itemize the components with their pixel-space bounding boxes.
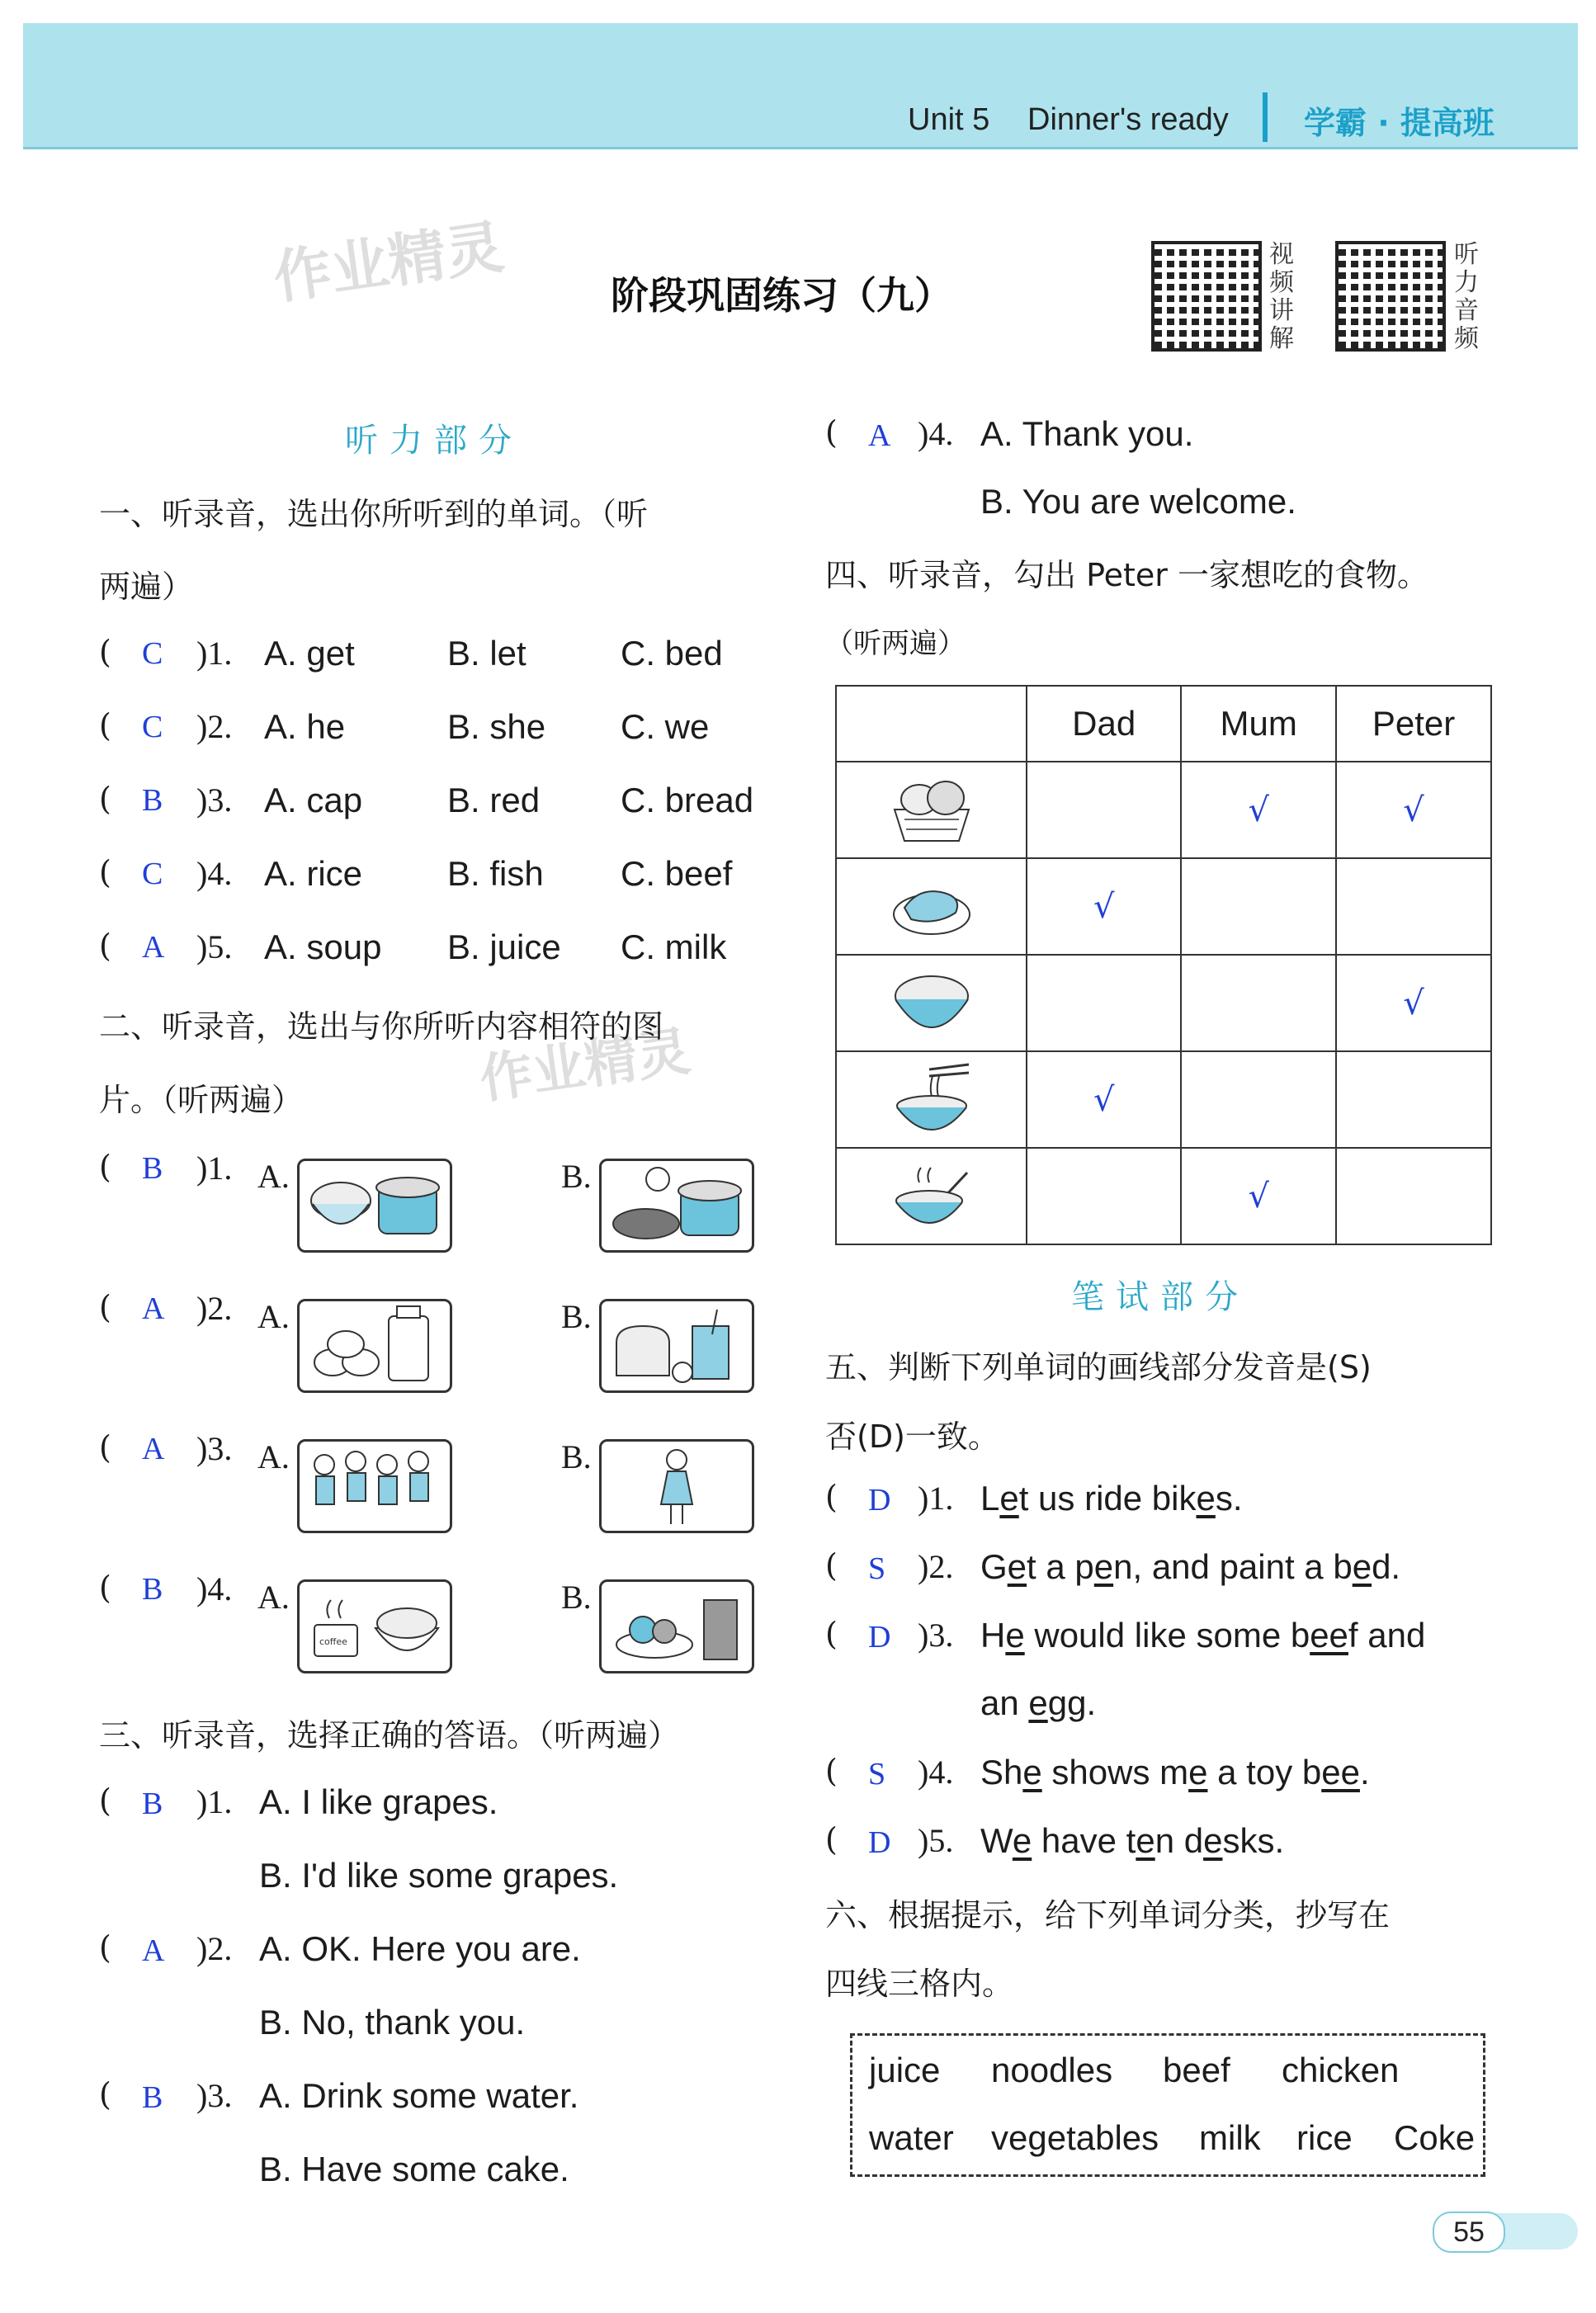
underlined-letter: e [1007,1547,1027,1586]
item-number: )3. [196,1430,233,1467]
underlined-letter: ee [1321,1753,1360,1791]
check-cell[interactable] [1027,955,1181,1051]
answer-value: C [142,636,163,671]
answer-value: A [142,1432,165,1466]
beef-picture [886,868,977,942]
option-b: B. No, thank you. [259,2003,526,2042]
qr-code-video[interactable] [1151,241,1262,352]
part6-heading: 六、根据提示，给下列单词分类，抄写在 [825,1897,1391,1933]
table-row-rice [836,955,1491,1051]
part1-item-4 [99,854,792,900]
table-header-row [836,686,1491,762]
sentence: She shows me a toy bee. [980,1753,1370,1791]
option-a: A. OK. Here you are. [259,1929,581,1968]
underlined-letter: e [1196,1479,1216,1518]
unit-title: Dinner's ready [1027,102,1229,137]
item-number: )2. [196,1290,233,1327]
answer-paren-open: ( [825,1547,838,1584]
column-header-mum: Mum [1181,686,1336,762]
check-cell[interactable] [1027,1148,1181,1244]
answer-value: B [142,1787,163,1821]
underlined-letter: ee [1310,1616,1348,1655]
answer-value: D [868,1825,891,1860]
table-row-bread [836,762,1491,858]
answer-paren-open: ( [99,707,111,743]
check-cell[interactable]: √ [1336,762,1491,858]
answer-value: A [142,1291,165,1326]
answer-value: D [868,1483,891,1518]
table-row-beef [836,858,1491,955]
listening-section-heading: 听力部分 [345,422,523,460]
underlined-letter: e [1352,1547,1372,1586]
option-b: B. she [447,707,546,746]
item-number: )2. [196,1930,233,1967]
answer-value: B [142,2080,163,2115]
option-a: A. soup [264,928,382,966]
option-a-label: A. [257,1579,290,1616]
underlined-letter: e [1093,1547,1114,1586]
check-cell[interactable] [1336,1148,1491,1244]
check-cell[interactable]: √ [1336,955,1491,1051]
table-row-noodles [836,1051,1491,1148]
item-number: )1. [918,1480,954,1517]
column-header-dad: Dad [1027,686,1181,762]
option-c: C. bed [621,634,723,673]
option-a: A. Drink some water. [259,2076,579,2115]
part4-heading: 四、听录音，勾出 Peter 一家想吃的食物。 [825,557,1429,593]
writing-section-heading: 笔试部分 [1071,1278,1249,1316]
answer-value: S [868,1551,886,1586]
answer-paren-open: ( [825,1753,838,1789]
part3-item-4 [825,414,1518,538]
check-cell[interactable] [1181,858,1336,955]
underlined-letter: e [1188,1753,1208,1791]
check-cell[interactable] [1336,1051,1491,1148]
sentence: Get a pen, and paint a bed. [980,1547,1401,1586]
underlined-letter: e [1203,1821,1223,1860]
item-number: )5. [196,928,233,965]
part1-heading-cont: 两遍） [99,569,194,605]
option-c: C. milk [621,928,727,966]
watermark: 作业精灵 [475,1021,694,1112]
answer-paren-open: ( [825,414,838,451]
sentence-cont: an egg. [980,1683,1097,1722]
option-b-label: B. [561,1438,592,1475]
answer-value: B [142,783,163,818]
option-a: A. I like grapes. [259,1782,498,1821]
food-preference-table [835,685,1492,1245]
watermark: 作业精灵 [269,212,508,313]
underlined-letter: e [1022,1753,1042,1791]
bread-juice-illustration [602,1301,752,1390]
word-bank-item: vegetables [991,2118,1159,2157]
part3-item-3 [99,2076,792,2200]
option-b: B. fish [447,854,544,893]
option-b: B. red [447,781,541,819]
word-bank-box [850,2033,1485,2177]
underlined-letter: e [1005,1616,1025,1655]
table-corner-cell [836,686,1027,762]
sentence: Let us ride bikes. [980,1479,1243,1518]
picture-eggs-and-milk [297,1299,452,1393]
fish-soup-illustration [602,1161,752,1250]
unit-label: Unit 5 [908,102,990,137]
item-number: )4. [196,1570,233,1607]
item-number: )3. [196,781,233,819]
girl-illustration [602,1442,752,1531]
bread-basket-icon [836,762,1027,858]
picture-vegetables-and-drink [599,1579,754,1673]
part5-heading-cont: 否(D)一致。 [825,1418,999,1455]
answer-paren-open: ( [99,1782,111,1819]
underlined-letter: e [1136,1821,1155,1860]
word-bank-item: noodles [991,2051,1113,2089]
item-number: )4. [918,415,954,452]
answer-paren-open: ( [99,1929,111,1966]
option-b: B. let [447,634,526,673]
part4-heading-cont: （听两遍） [825,627,966,660]
word-bank-item: rice [1296,2118,1353,2157]
part3-heading: 三、听录音，选择正确的答语。（听两遍） [99,1717,680,1754]
answer-paren-open: ( [99,634,111,670]
rice-bowl-icon [836,955,1027,1051]
noodles-icon [836,1051,1027,1148]
check-cell[interactable] [1027,762,1181,858]
option-a-label: A. [257,1438,290,1475]
picture-one-girl [599,1439,754,1533]
underlined-letter: e [1012,1821,1032,1860]
option-b: B. You are welcome. [980,482,1296,521]
option-c: C. bread [621,781,754,819]
part1-item-3 [99,781,792,827]
soup-picture [886,1158,977,1232]
answer-value: S [868,1757,886,1791]
part1-item-1 [99,634,792,680]
item-number: )3. [918,1617,954,1654]
answer-value: A [142,930,165,965]
answer-paren-open: ( [825,1821,838,1857]
item-number: )4. [196,855,233,892]
answer-value: D [868,1620,891,1655]
check-cell[interactable] [1181,1051,1336,1148]
option-a: A. rice [264,854,363,893]
part5-heading: 五、判断下列单词的画线部分发音是(S) [825,1349,1372,1385]
item-number: )5. [918,1822,954,1859]
underlined-letter: e [1028,1683,1048,1722]
check-cell[interactable]: √ [1181,1148,1336,1244]
column-header-peter: Peter [1336,686,1491,762]
part1-item-5 [99,928,792,974]
answer-paren-open: ( [825,1616,838,1652]
answer-value: A [142,1933,165,1968]
table-row-soup [836,1148,1491,1244]
part1-item-2 [99,707,792,753]
option-a-label: A. [257,1158,290,1195]
check-cell[interactable] [1336,858,1491,955]
answer-value: A [868,418,891,453]
answer-paren-open: ( [99,1149,111,1185]
eggs-milk-illustration [300,1301,450,1390]
option-b-label: B. [561,1158,592,1195]
word-bank-item: juice [869,2051,941,2089]
option-b: B. juice [447,928,561,966]
bread-picture [886,772,977,846]
item-number: )1. [196,635,233,672]
picture-rice-and-soup [297,1159,452,1253]
answer-value: C [142,710,163,744]
part1-heading: 一、听录音，选出你所听到的单词。（听 [99,496,649,532]
page-title: 阶段巩固练习（九） [611,273,952,318]
answer-value: C [142,857,163,891]
noodles-picture [886,1061,977,1135]
header-divider [1263,92,1268,142]
coffee-noodles-illustration [300,1582,450,1671]
word-bank-item: beef [1163,2051,1230,2089]
page-number-badge [1433,2212,1505,2253]
check-cell[interactable] [1181,955,1336,1051]
sentence: He would like some beef and [980,1616,1426,1655]
part2-heading-cont: 片。（听两遍） [99,1082,304,1118]
option-b-label: B. [561,1298,592,1335]
soup-bowl-icon [836,1148,1027,1244]
check-cell[interactable]: √ [1027,858,1181,955]
coffee-cup-label: coffee [319,1636,347,1647]
option-b: B. I'd like some grapes. [259,1856,619,1895]
part2-heading: 二、听录音，选出与你所听内容相符的图 [99,1008,664,1045]
answer-paren-open: ( [99,928,111,964]
underlined-letter: e [999,1479,1019,1518]
option-a: A. get [264,634,355,673]
answer-paren-open: ( [99,2076,111,2112]
check-cell[interactable]: √ [1027,1051,1181,1148]
page-number: 55 [1453,2216,1485,2248]
beef-icon [836,858,1027,955]
girls-group-illustration [300,1442,450,1531]
item-number: )2. [918,1548,954,1585]
sentence: We have ten desks. [980,1821,1285,1860]
part3-item-1 [99,1782,792,1906]
option-a: A. Thank you. [980,414,1194,453]
option-b-label: B. [561,1579,592,1616]
answer-paren-open: ( [825,1479,838,1515]
check-cell[interactable]: √ [1181,762,1336,858]
answer-paren-open: ( [99,1289,111,1325]
item-number: )4. [918,1754,954,1791]
qr-audio-label: 听力音频 [1454,240,1479,353]
qr-code-audio[interactable] [1335,241,1446,352]
answer-paren-open: ( [99,1429,111,1466]
part3-item-2 [99,1929,792,2053]
option-a: A. cap [264,781,363,819]
picture-coffee-and-noodles [297,1579,452,1673]
picture-fish-and-soup [599,1159,754,1253]
item-number: )2. [196,708,233,745]
item-number: )1. [196,1149,233,1187]
brand-logo: 学霸 · 提高班 [1304,105,1494,141]
word-bank-item: milk [1199,2118,1261,2157]
rice-picture [886,965,977,1039]
answer-paren-open: ( [99,781,111,817]
vegetables-drink-illustration [602,1582,752,1671]
part6-heading-cont: 四线三格内。 [825,1966,1014,2002]
option-a: A. he [264,707,346,746]
option-c: C. beef [621,854,733,893]
option-b: B. Have some cake. [259,2150,569,2188]
option-c: C. we [621,707,710,746]
word-bank-item: Coke [1394,2118,1476,2157]
word-bank-item: chicken [1282,2051,1400,2089]
picture-bread-and-juice [599,1299,754,1393]
answer-value: B [142,1572,163,1607]
picture-group-of-girls [297,1439,452,1533]
item-number: )3. [196,2077,233,2114]
answer-value: B [142,1151,163,1186]
option-a-label: A. [257,1298,290,1335]
word-bank-item: water [869,2118,954,2157]
answer-paren-open: ( [99,854,111,890]
rice-soup-illustration [300,1161,450,1250]
qr-video-label: 视频讲解 [1269,240,1294,353]
answer-paren-open: ( [99,1570,111,1606]
item-number: )1. [196,1783,233,1820]
